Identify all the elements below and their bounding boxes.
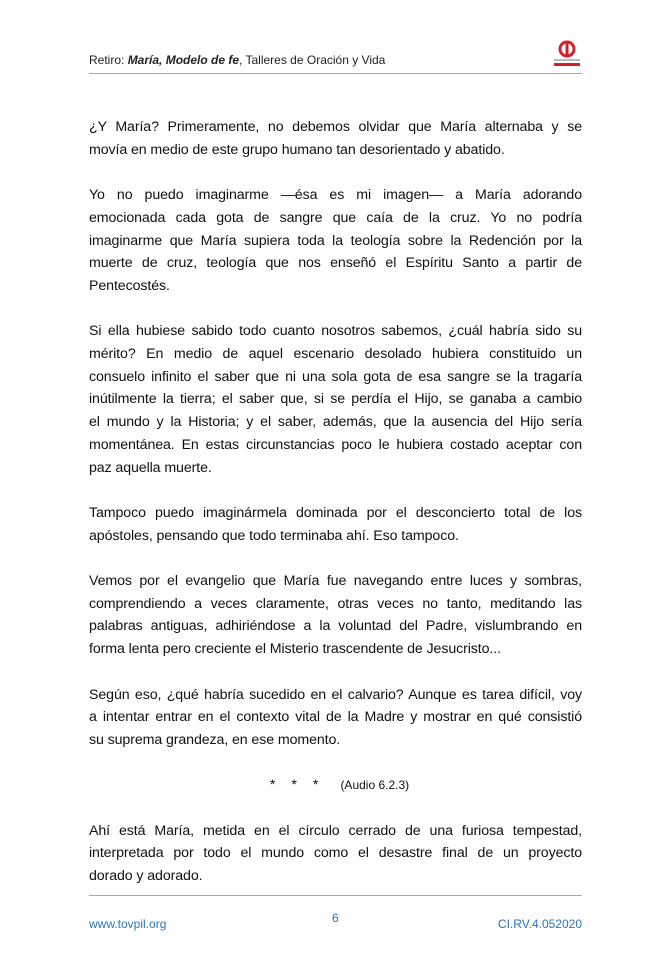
asterisk: * <box>269 777 276 794</box>
paragraph <box>89 570 582 661</box>
paragraph <box>89 502 582 547</box>
text-line: imaginarme que María supiera toda la teología sobre la Redención por la <box>89 232 582 249</box>
paragraph <box>89 684 582 752</box>
text-line: su suprema grandeza, en ese momento. <box>89 731 341 748</box>
header-rule <box>89 73 582 74</box>
text-line: Según eso, ¿qué habría sucedido en el calvario? Aunque es tarea difícil, voy <box>89 686 582 703</box>
paragraph <box>89 184 582 298</box>
text-line: emocionada cada gota de sangre que caía de la cruz. Yo no podría <box>89 209 582 226</box>
text-line: comprendiendo a veces claramente, otras veces no tanto, meditando las <box>89 595 582 612</box>
text-line: Ahí está María, metida en el círculo cerrado de una furiosa tempestad, <box>89 822 582 839</box>
text-line: Vemos por el evangelio que María fue navegando entre luces y sombras, <box>89 573 582 589</box>
text-line: forma lenta pero creciente el Misterio trascendente de Jesucristo... <box>89 641 501 658</box>
text-line: paz aquella muerte. <box>89 459 212 476</box>
text-line: Yo no puedo imaginarme —ésa es mi imagen— a María adorando <box>89 187 582 204</box>
header-prefix: Retiro: <box>89 53 128 67</box>
footer-rule <box>89 895 582 896</box>
text-line: ¿Y María? Primeramente, no debemos olvidar que María alternaba y se <box>89 119 582 135</box>
footer-code: CI.RV.4.052020 <box>497 917 582 931</box>
section-separator <box>89 774 582 797</box>
header-title <box>89 53 385 67</box>
document-body <box>89 116 582 910</box>
text-line: Tampoco puedo imaginármela dominada por el desconcierto total de los <box>89 504 582 521</box>
text-line: inútilmente la tierra; el saber que, si se perdía el Hijo, se ganaba a cambio <box>89 391 582 408</box>
asterisk: * <box>312 777 319 794</box>
text-line: movía en medio de este grupo humano tan desorientado y abatido. <box>89 141 505 158</box>
logo-icon <box>552 40 582 68</box>
paragraph <box>89 116 582 161</box>
text-line: el mundo y la Historia; y el saber, además, que la ausencia del Hijo sería <box>89 414 582 431</box>
asterisk: * <box>291 777 297 794</box>
footer-website[interactable]: www.tovpil.org <box>89 917 167 931</box>
text-line: Si ella hubiese sabido todo cuanto nosotros sabemos, ¿cuál habría sido su <box>89 323 582 340</box>
audio-reference: (Audio 6.2.3) <box>340 778 410 793</box>
page-number: 6 <box>332 911 339 925</box>
text-line: muerte de cruz, teología que nos enseñó el Espíritu Santo a partir de <box>89 255 582 272</box>
text-line: consuelo infinito el saber que ni una sola gota de esa sangre se la tragaría <box>89 368 582 385</box>
text-line: apóstoles, pensando que todo terminaba ahí. Eso tampoco. <box>89 527 459 544</box>
text-line: dorado y adorado. <box>89 868 203 885</box>
paragraph <box>89 320 582 479</box>
text-line: palabras antiguas, adhiriéndose a la voluntad del Padre, vislumbrando en <box>89 618 582 635</box>
text-line: interpretada por todo el mundo como el desastre final de un proyecto <box>89 845 582 862</box>
text-line: momentánea. En estas circunstancias poco le hubiera costado aceptar con <box>89 436 582 453</box>
text-line: mérito? En medio de aquel escenario desolado hubiera constituido un <box>89 346 582 362</box>
text-line: Pentecostés. <box>89 277 170 294</box>
header-italic-title: María, Modelo de fe <box>127 53 240 67</box>
text-line: a intentar entrar en el contexto vital de la Madre y mostrar en qué consistió <box>89 709 582 726</box>
header-suffix: , Talleres de Oración y Vida <box>239 53 386 67</box>
paragraph <box>89 820 582 888</box>
